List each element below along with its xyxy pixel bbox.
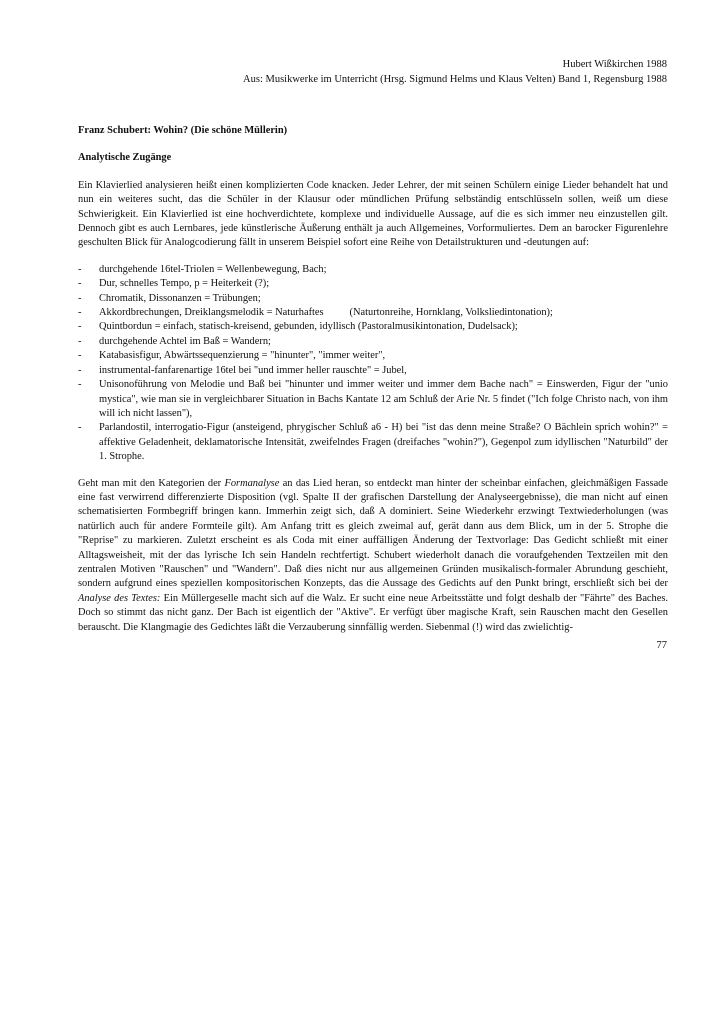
section-heading: Analytische Zugänge [78, 152, 172, 164]
list-item [78, 306, 668, 320]
list-item-text: Akkordbrechungen, Dreiklangsmelodik = Naturhaftes (Naturtonreihe, Hornklang, Volksliedintonation); [99, 307, 553, 319]
list-dash: - [78, 335, 82, 347]
article-title: Franz Schubert: Wohin? (Die schöne Müllerin) [78, 125, 288, 136]
list-item [78, 349, 668, 363]
list-dash: - [78, 278, 82, 290]
list-item-text: instrumental-fanfarenartige 16tel bei "und immer heller rauschte" = Jubel, [99, 364, 407, 376]
paragraph-text: Geht man mit den Kategorien der [78, 477, 225, 489]
list-item-text: durchgehende 16tel-Triolen = Wellenbewegung, Bach; [99, 263, 327, 275]
list-item-text: Quintbordun = einfach, statisch-kreisend, gebunden, idyllisch (Pastoralmusikintonation, Dudelsack); [99, 321, 518, 333]
page-header [243, 57, 667, 87]
list-dash: - [78, 364, 82, 376]
analysis-list [78, 263, 668, 465]
main-content [78, 124, 668, 647]
list-item [78, 335, 668, 349]
list-dash: - [78, 321, 82, 333]
list-item [78, 421, 668, 464]
source-line: Aus: Musikwerke im Unterricht (Hrsg. Sigmund Helms und Klaus Velten) Band 1, Regensburg 1988 [243, 74, 667, 85]
list-item [78, 378, 668, 421]
list-item [78, 364, 668, 378]
list-dash: - [78, 263, 82, 275]
list-dash: - [78, 350, 82, 362]
list-item [78, 263, 668, 277]
list-item-text: durchgehende Achtel im Baß = Wandern; [99, 335, 271, 347]
form-analysis-paragraph [78, 477, 668, 635]
list-item-text: Chromatik, Dissonanzen = Trübungen; [99, 292, 261, 304]
list-dash: - [78, 422, 82, 434]
list-item-text: Parlandostil, interrogatio-Figur (ansteigend, phrygischer Schluß a6 - H) bei "ist das denn meine Straße? O Bächlein sprich wohin?" = affektive Geladenheit, deklamatorische Intensität, zweifelndes Fragen (dreifaches "wohin?"), Gegenpol zum idyllischen "Naturbild" der 1. Strophe. [99, 422, 668, 463]
emphasis-text: Analyse des Textes: [78, 592, 161, 604]
list-item-text: Unisonoführung von Melodie und Baß bei "hinunter und immer weiter und immer dem Bache nach" = Einswerden, Figur der "unio mystica", wie man sie in vergleichbarer Situation in Bachs Kantate 12 am Schluß der Arie Nr. 5 findet ("Ich folge Christo nach, von ihm will ich nicht lassen"), [99, 379, 668, 419]
list-dash: - [78, 379, 82, 391]
paragraph-text: Ein Müllergeselle macht sich auf die Walz. Er sucht eine neue Arbeitsstätte und folgt deshalb der "Fährte" des Baches. Doch so stimmt das nicht ganz. Der Bach ist eigentlich der "Aktive". Er verfügt über magische Kraft, sein Rauschen macht den Gesellen berauscht. Die Klangmagie des Gedichtes läßt die Verzauberung sinnfällig werden. Siebenmal (!) wird das zwielichtig- [78, 592, 668, 633]
list-item [78, 277, 668, 291]
author-line: Hubert Wißkirchen 1988 [562, 59, 667, 70]
list-item [78, 320, 668, 334]
list-item-text: Katabasisfigur, Abwärtssequenzierung = "hinunter", "immer weiter", [99, 350, 386, 362]
emphasis-text: Formanalyse [224, 477, 280, 489]
paragraph-text: an das Lied heran, so entdeckt man hinter der scheinbar einfachen, gleichmäßigen Fassade eine fast verwirrend differenzierte Disposition (vgl. Spalte II der grafischen Darstellung der Analyseergebnisse), die man nicht auf einen schematisierten Formbegriff bringen kann. Immerhin zeigt sich, daß A dominiert. Seine Wiederkehr erzwingt Textwiederholungen (was natürlich auch für andere Formteile gilt). Am Anfang tritt es gleich zweimal auf, gerät dann aus dem Blick, um in der 5. Strophe die "Reprise" zu markieren. Zuletzt erscheint es als Coda mit einer auffälligen Änderung der Textvorlage: Das Gedicht schließt mit einer Alltagsweisheit, mit der das lyrische Ich sein Handeln rechtfertigt. Schubert wiederholt danach die voraufgehenden Textzeilen mit den zentralen Motiven "Rauschen" und "Wandern". Daß dies nicht nur aus allgemeinen Gründen musikalisch-formaler Abrundung geschieht, sondern aufgrund eines speziellen kompositorischen Konzepts, das die Aussage des Gedichts auf den Punkt bringt, erschließt sich bei der [78, 477, 668, 590]
intro-paragraph: Ein Klavierlied analysieren heißt einen komplizierten Code knacken. Jeder Lehrer, der mit seinen Schülern einige Lieder behandelt hat und nun ein weiteres sucht, das die Schüler in der Klausur oder mündlichen Prüfung selbständig entschlüsseln sollen, weiß um diese Schwierigkeit. Ein Klavierlied ist eine hochverdichtete, komplexe und individuelle Aussage, auf die es sich immer neu einzustellen gilt. Dennoch gibt es auch Lernbares, jede künstlerische Äußerung enthält ja auch Allgemeines, Vorformuliertes. Dem an barocker Figurenlehre geschulten Blick für Analogcodierung fällt in unserem Beispiel sofort eine Reihe von Detailstrukturen und -deutungen auf: [78, 179, 668, 249]
list-dash: - [78, 307, 82, 319]
list-item-text: Dur, schnelles Tempo, p = Heiterkeit (?); [99, 278, 270, 290]
list-item [78, 292, 668, 306]
page-number: 77 [656, 640, 667, 651]
list-dash: - [78, 292, 82, 304]
